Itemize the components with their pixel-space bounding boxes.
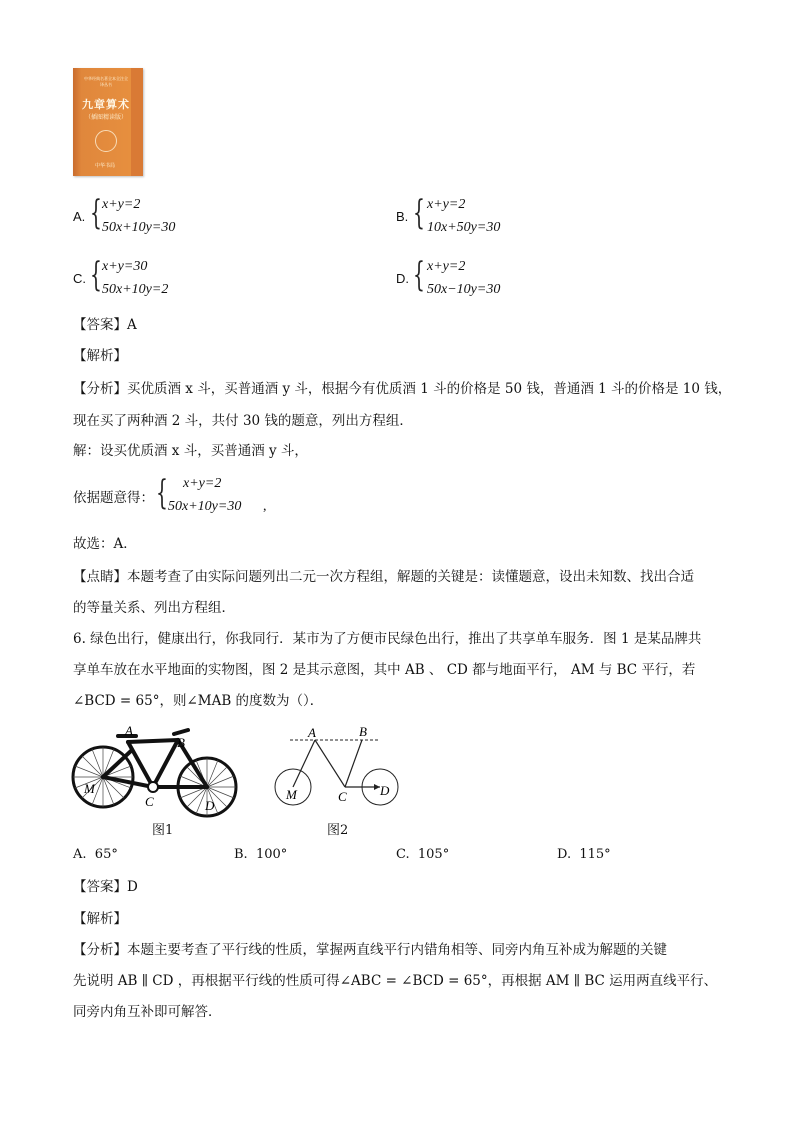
- book-spine: [131, 68, 143, 176]
- brace-icon: {: [90, 193, 102, 233]
- fenxi-5-line2: 现在买了两种酒 2 斗，共付 30 钱的题意，列出方程组．: [73, 413, 413, 429]
- q6-option-a: [73, 847, 118, 862]
- q6-line1: 6. 绿色出行，健康出行，你我同行．某市为了方便市民绿色出行，推出了共享单车服务．图 1 是某品牌共: [73, 631, 702, 647]
- q6-option-c: [396, 847, 449, 862]
- equation-2: 10x+50y=30: [427, 220, 501, 235]
- fig2-label-d: D: [380, 783, 390, 798]
- equation-2: 50x+10y=30: [102, 220, 176, 235]
- bicycle-figure-1: [70, 720, 245, 820]
- q6-option-b: [234, 847, 287, 862]
- fig1-label-b: B: [177, 735, 185, 750]
- book-seal-icon: [95, 130, 117, 152]
- fig2-label-c: C: [338, 789, 347, 804]
- equation-2: 50x+10y=2: [102, 282, 169, 297]
- q6-option-d: [557, 847, 611, 862]
- equation-2: 50x+10y=30: [168, 499, 242, 514]
- option-label: C.: [396, 847, 410, 862]
- brace-icon: {: [413, 193, 425, 233]
- book-subtitle: （插图精读版）: [85, 114, 128, 121]
- option-value: 65°: [94, 847, 118, 862]
- fenxi-6-line1: 【分析】本题主要考查了平行线的性质，掌握两直线平行内错角相等、同旁内角互补成为解题的关键: [73, 942, 667, 958]
- equation-1: x+y=2: [102, 197, 141, 212]
- brace-icon: {: [90, 255, 102, 295]
- book-title: 九章算术: [82, 98, 130, 111]
- jiexi-6: 【解析】: [73, 911, 127, 927]
- q6-line2: 享单车放在水平地面的实物图，图 2 是其示意图，其中 AB 、 CD 都与地面平行， AM 与 BC 平行，若: [73, 662, 696, 678]
- book-cover-image: [73, 68, 143, 176]
- frame: [103, 730, 207, 787]
- book-publisher: 中华书局: [94, 163, 115, 169]
- book-series-text: 中华经典名著全本全注全译丛书: [84, 76, 128, 87]
- option-label: A.: [73, 847, 87, 862]
- fig1-label-m: M: [84, 781, 95, 796]
- fig2-label-m: M: [286, 787, 297, 802]
- brace-icon: {: [156, 473, 168, 513]
- schematic-figure-2: [270, 720, 405, 810]
- equation-1: x+y=2: [427, 197, 466, 212]
- option-label: D.: [396, 271, 409, 286]
- fig2-caption: 图2: [327, 823, 349, 838]
- dianjing-5-line1: 【点睛】本题考查了由实际问题列出二元一次方程组，解题的关键是：读懂题意，设出未知数、找出合适: [73, 569, 694, 585]
- brace-icon: {: [413, 255, 425, 295]
- option-value: 100°: [255, 847, 288, 862]
- yiju-5-label: 依据题意得：: [73, 490, 154, 506]
- fig2-label-b: B: [359, 724, 367, 739]
- fenxi-5-line1: 【分析】买优质酒 x 斗，买普通酒 y 斗，根据今有优质酒 1 斗的价格是 50 钱，普通酒 1 斗的价格是 10 钱，: [73, 381, 732, 397]
- guxuan-5: 故选：A．: [73, 536, 137, 552]
- fig1-label-d: D: [205, 798, 215, 813]
- equation-1: x+y=2: [183, 476, 222, 491]
- equation-1: x+y=2: [427, 259, 466, 274]
- fenxi-6-line2: 先说明 AB ∥ CD ，再根据平行线的性质可得∠ABC = ∠BCD = 65°，再根据 AM ∥ BC 运用两直线平行、: [73, 973, 718, 989]
- fig1-label-c: C: [145, 794, 154, 809]
- fig1-caption: 图1: [152, 823, 174, 838]
- equation-1: x+y=30: [102, 259, 148, 274]
- fig2-label-a: A: [308, 725, 316, 740]
- option-label: C.: [73, 271, 86, 286]
- option-label: B.: [234, 847, 248, 862]
- fenxi-6-line3: 同旁内角互补即可解答．: [73, 1004, 222, 1020]
- fig1-label-a: A: [125, 723, 133, 738]
- equation-2: 50x−10y=30: [427, 282, 501, 297]
- dianjing-5-line2: 的等量关系、列出方程组．: [73, 600, 235, 616]
- answer-6: 【答案】D: [73, 879, 138, 895]
- option-label: B.: [396, 209, 409, 224]
- answer-5: 【答案】A: [73, 317, 137, 333]
- comma: ,: [263, 499, 267, 514]
- q6-line3: ∠BCD = 65°，则∠MAB 的度数为（）．: [73, 693, 324, 709]
- option-label: D.: [557, 847, 572, 862]
- jie-5: 解：设买优质酒 x 斗，买普通酒 y 斗，: [73, 443, 308, 459]
- option-label: A.: [73, 209, 86, 224]
- jiexi-5: 【解析】: [73, 348, 127, 364]
- option-value: 105°: [417, 847, 450, 862]
- option-value: 115°: [579, 847, 611, 862]
